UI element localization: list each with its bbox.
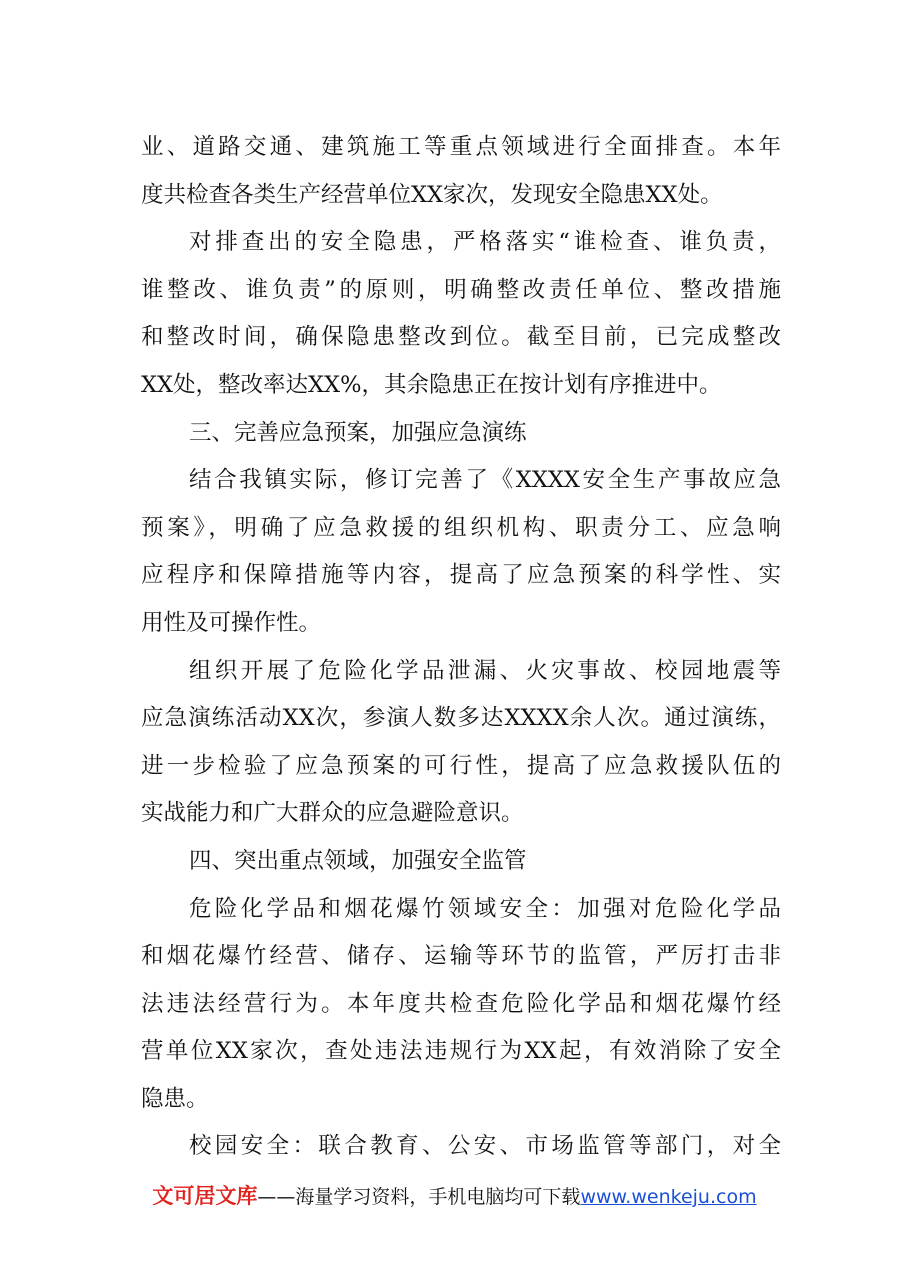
paragraph-line: 谁整改、谁负责”的原则，明确整改责任单位、整改措施 [141,276,781,303]
document-body [141,124,781,1171]
paragraph-line: 实战能力和广大群众的应急避险意识。 [141,800,524,827]
paragraph-line: 法违法经营行为。本年度共检查危险化学品和烟花爆竹经 [141,990,781,1017]
paragraph-line: 组织开展了危险化学品泄漏、火灾事故、校园地震等 [189,657,781,684]
paragraph-line: 和烟花爆竹经营、储存、运输等环节的监管，严厉打击非 [141,943,781,970]
paragraph-line: 应程序和保障措施等内容，提高了应急预案的科学性、实 [141,562,781,589]
paragraph-line: 预案》，明确了应急救援的组织机构、职责分工、应急响 [141,514,781,541]
paragraph-line: 校园安全：联合教育、公安、市场监管等部门，对全 [189,1133,781,1160]
paragraph-line: 进一步检验了应急预案的可行性，提高了应急救援队伍的 [141,752,781,779]
paragraph-line: 和整改时间，确保隐患整改到位。截至目前，已完成整改 [141,324,781,351]
paragraph-line: 业、道路交通、建筑施工等重点领域进行全面排查。本年 [141,134,781,160]
paragraph-line: 结合我镇实际，修订完善了《XXXX安全生产事故应急 [189,467,781,494]
section-heading: 三、完善应急预案，加强应急演练 [189,419,527,446]
paragraph-line: 用性及可操作性。 [141,609,322,636]
paragraph-line: 对排查出的安全隐患，严格落实“谁检查、谁负责， [189,229,781,256]
footer-brand: 文可居文库 [152,1184,258,1208]
paragraph-line: XX处，整改率达XX%，其余隐患正在按计划有序推进中。 [141,371,722,398]
paragraph-line: 应急演练活动XX次，参演人数多达XXXX余人次。通过演练， [141,705,781,732]
paragraph-line: 危险化学品和烟花爆竹领域安全：加强对危险化学品 [189,895,781,922]
paragraph-line: 度共检查各类生产经营单位XX家次，发现安全隐患XX处。 [141,181,723,208]
paragraph-line: 隐患。 [141,1085,209,1112]
footer-banner [0,1181,909,1212]
paragraph-line: 营单位XX家次，查处违法违规行为XX起，有效消除了安全 [141,1038,781,1065]
footer-site-link[interactable]: www.wenkeju.com [580,1186,757,1208]
section-heading: 四、突出重点领域，加强安全监管 [189,847,527,874]
footer-tagline: ——海量学习资料，手机电脑均可下载 [257,1186,581,1208]
